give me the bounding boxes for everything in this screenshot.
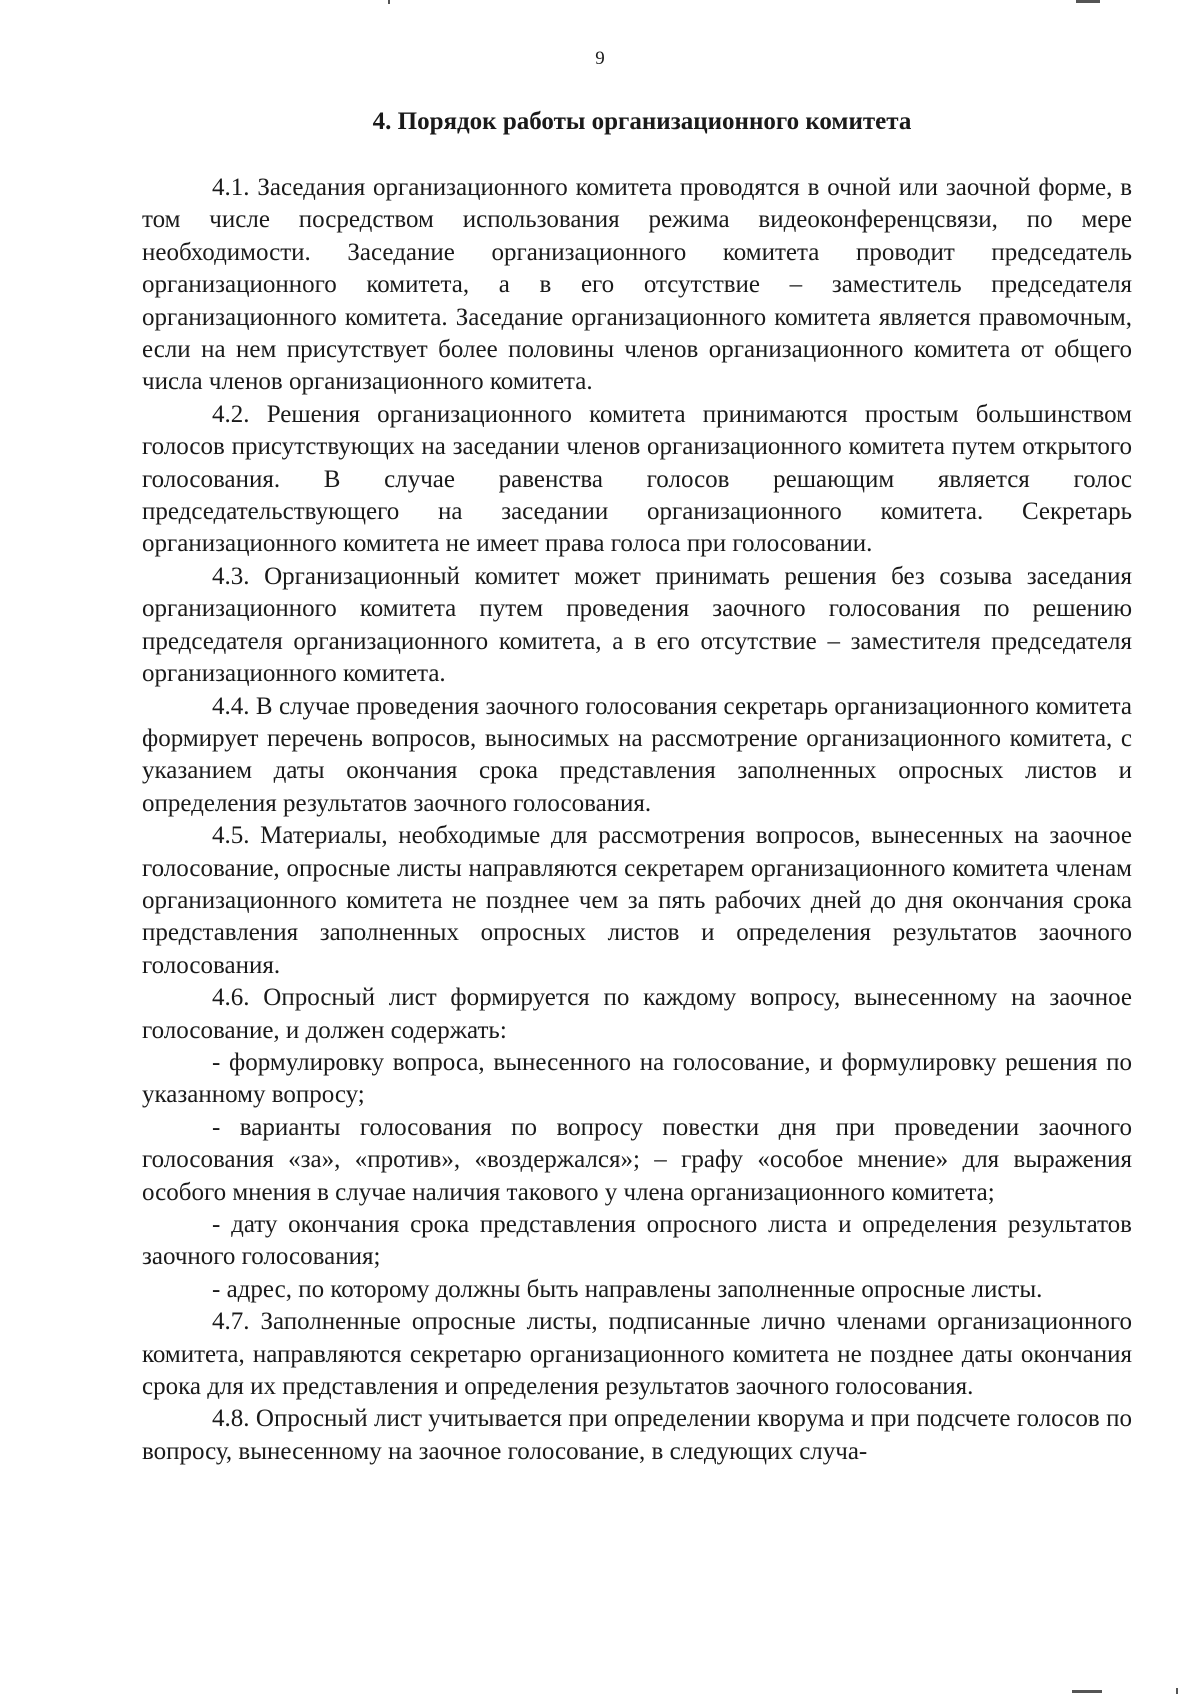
list-item-voting-options: - варианты голосования по вопросу повестки дня при проведении заочного голосования «за», «против», «воздержался»; – графу «особое мнение» для выражения особого мнения в случае наличия такового у члена организационного комитета; (142, 1113, 1132, 1206)
paragraph-4-3: 4.3. Организационный комитет может принимать решения без созыва заседания организационного комитета путем проведения заочного голосования по решению председателя организационного комитета, а в его отсутствие – заместителя председателя организационного комитета. (142, 562, 1132, 688)
document-body (142, 172, 1132, 1468)
page-number: 9 (595, 48, 605, 69)
list-item-question-wording: - формулировку вопроса, вынесенного на голосование, и формулировку решения по указанному вопросу; (142, 1048, 1132, 1109)
paragraph-4-2: 4.2. Решения организационного комитета принимаются простым большинством голосов присутствующих на заседании членов организационного комитета путем открытого голосования. В случае равенства голосов решающим является голос председательствующего на заседании организационного комитета. Секретарь организационного комитета не имеет права голоса при голосовании. (142, 400, 1132, 558)
paragraph-4-5: 4.5. Материалы, необходимые для рассмотрения вопросов, вынесенных на заочное голосование, опросные листы направляются секретарем организационного комитета членам организационного комитета не позднее чем за пять рабочих дней до дня окончания срока представления заполненных опросных листов и определения результатов заочного голосования. (142, 822, 1132, 979)
section-heading: 4. Порядок работы организационного комитета (372, 108, 912, 135)
paragraph-4-1: 4.1. Заседания организационного комитета проводятся в очной или заочной форме, в том числе посредством использования режима видеоконференцсвязи, по мере необходимости. Заседание организационного комитета проводит председатель организационного комитета, а в его отсутствие – заместитель председателя организационного комитета. Заседание организационного комитета является правомочным, если на нем присутствует более половины членов организационного комитета от общего числа членов организационного комитета. (142, 174, 1132, 396)
scan-mark-bottom-edge (1176, 1688, 1178, 1694)
paragraph-4-8: 4.8. Опросный лист учитывается при определении кворума и при подсчете голосов по вопросу, вынесенному на заочное голосование, в следующих случа- (142, 1405, 1132, 1465)
list-item-deadline: - дату окончания срока представления опросного листа и определения результатов заочного голосования; (142, 1211, 1132, 1271)
scan-mark-bottom-right (1072, 1690, 1102, 1693)
scan-mark-top-right (1076, 0, 1100, 3)
scan-mark-top (388, 0, 390, 4)
paragraph-4-6: 4.6. Опросный лист формируется по каждому вопросу, вынесенному на заочное голосование, и должен содержать: (142, 984, 1132, 1044)
list-item-address: - адрес, по которому должны быть направлены заполненные опросные листы. (212, 1275, 1043, 1303)
paragraph-4-7: 4.7. Заполненные опросные листы, подписанные лично членами организационного комитета, направляются секретарю организационного комитета не позднее даты окончания срока для их представления и определения результатов заочного голосования. (142, 1308, 1132, 1401)
paragraph-4-4: 4.4. В случае проведения заочного голосования секретарь организационного комитета формирует перечень вопросов, выносимых на рассмотрение организационного комитета, с указанием даты окончания срока представления заполненных опросных листов и определения результатов заочного голосования. (142, 692, 1132, 817)
